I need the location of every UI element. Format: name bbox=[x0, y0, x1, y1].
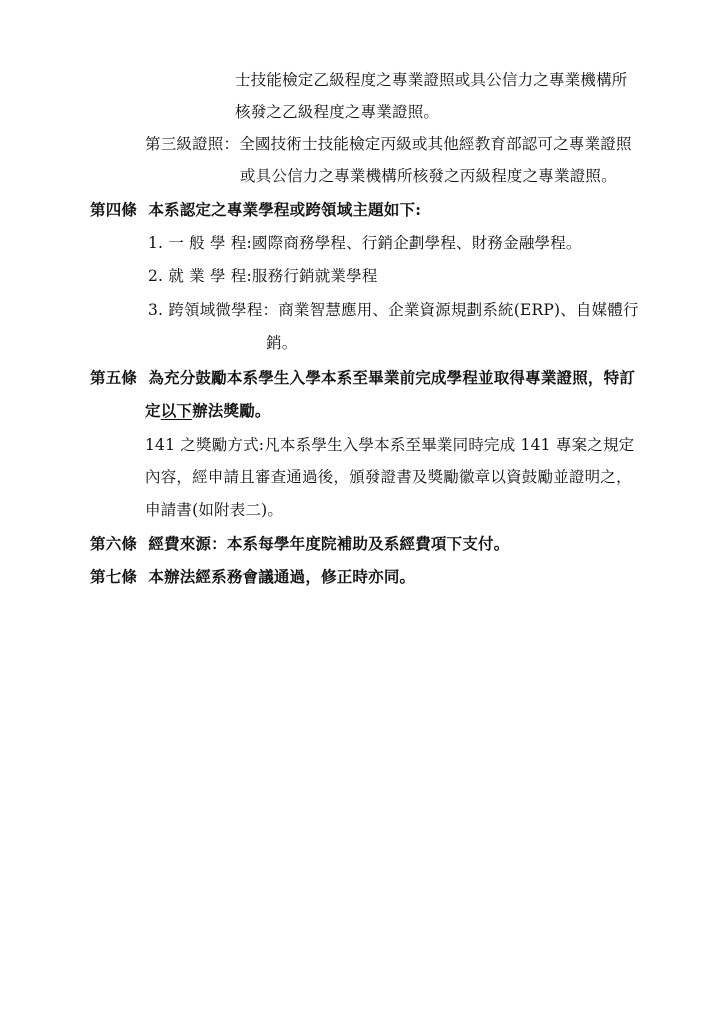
article-5-heading: 第五條 bbox=[90, 368, 138, 387]
article-5-text-2b-underlined: 以下 bbox=[160, 401, 193, 420]
article-5-text-1: 為充分鼓勵本系學生入學本系至畢業前完成學程並取得專業證照，特訂 bbox=[148, 368, 636, 387]
article-4-text: 本系認定之專業學程或跨領域主題如下: bbox=[148, 200, 422, 219]
level3-text-1: 全國技術士技能檢定丙級或其他經教育部認可之專業證照 bbox=[239, 135, 632, 153]
article-5-reward-line-3: 申請書(如附表二)。 bbox=[145, 501, 284, 519]
article-7-text: 本辦法經系務會議通過，修正時亦同。 bbox=[148, 567, 416, 586]
level2-continuation-line-1: 士技能檢定乙級程度之專業證照或具公信力之專業機構所 bbox=[235, 71, 628, 89]
article-4-item-2: 2. 就 業 學 程:服務行銷就業學程 bbox=[148, 267, 378, 285]
article-6 bbox=[90, 534, 509, 554]
article-4-heading: 第四條 bbox=[90, 200, 138, 219]
level3-label: 第三級證照： bbox=[145, 135, 240, 153]
article-5-line-1 bbox=[90, 368, 635, 388]
article-5-reward-line-1: 141 之獎勵方式:凡本系學生入學本系至畢業同時完成 141 專案之規定 bbox=[145, 436, 635, 454]
article-5-reward-line-2: 內容，經申請且審查通過後，頒發證書及獎勵徽章以資鼓勵並證明之， bbox=[145, 468, 632, 486]
level2-continuation-line-2: 核發之乙級程度之專業證照。 bbox=[235, 103, 440, 121]
article-6-heading: 第六條 bbox=[90, 534, 138, 553]
article-7-heading: 第七條 bbox=[90, 567, 138, 586]
level3-certificate-line-2: 或具公信力之專業機構所核發之丙級程度之專業證照。 bbox=[240, 167, 617, 185]
level3-certificate-line-1 bbox=[145, 134, 632, 154]
article-4-item-3-line-2: 銷。 bbox=[266, 334, 298, 352]
article-6-text: 經費來源：本系每學年度院補助及系經費項下支付。 bbox=[148, 534, 510, 553]
article-4 bbox=[90, 200, 421, 220]
article-5-line-2 bbox=[145, 401, 271, 421]
article-4-item-3-line-1: 3. 跨領域微學程：商業智慧應用、企業資源規劃系統(ERP)、自媒體行 bbox=[148, 301, 639, 319]
article-4-item-1: 1. 一 般 學 程:國際商務學程、行銷企劃學程、財務金融學程。 bbox=[148, 234, 582, 252]
article-7 bbox=[90, 567, 415, 587]
article-5-text-2c: 辦法獎勵。 bbox=[192, 401, 271, 420]
article-5-text-2a: 定 bbox=[145, 401, 161, 420]
